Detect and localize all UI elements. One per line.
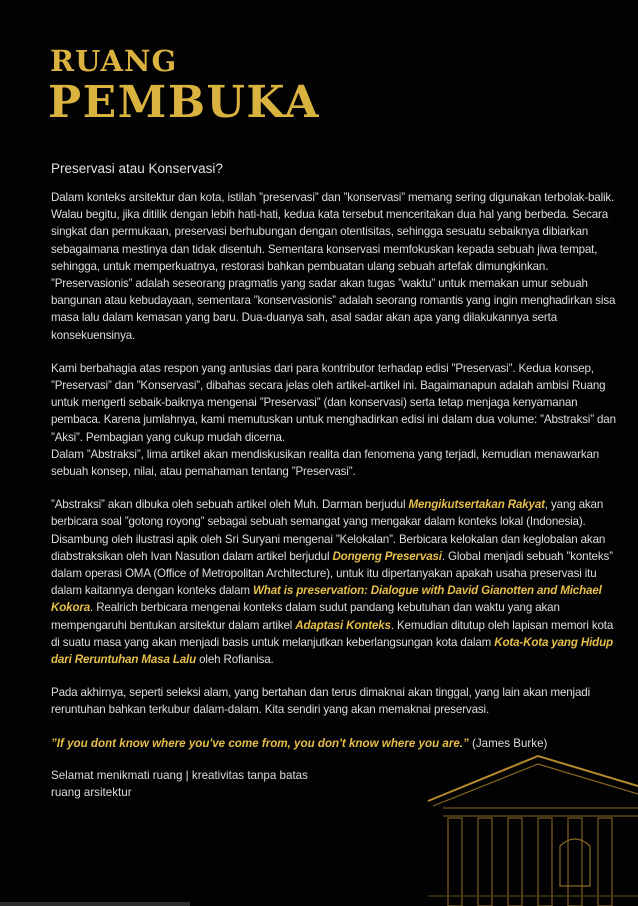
quote-text: ”If you dont know where you've come from, you don't know where you are.”: [51, 736, 469, 750]
article-title-what-is-preservation: What is preservation: Dialogue with David Gianotten and Michael Kokora: [51, 584, 602, 615]
article-body: [51, 160, 619, 801]
article-title-kota-kota: Kota-Kota yang Hidup dari Reruntuhan Masa Lalu: [51, 635, 613, 667]
paragraph-3-text-3: . Global menjadi sebuah ”konteks” dalam operasi OMA (Office of Metropolitan Architecture), untuk itu dipertanyakan apakah usaha preservasi itu dalam kaitannya dengan konteks dalam: [51, 549, 613, 598]
paragraph-3-text-6: oleh Rofianisa.: [196, 653, 274, 667]
quote-author: (James Burke): [468, 736, 548, 750]
paragraph-3-text-4: . Realrich berbicara mengenai konteks dalam sudut pandang kebutuhan dan waktu yang akan mempengaruhi bentukan arsitektur dalam artikel: [51, 601, 560, 632]
paragraph-3-text-1: ”Abstraksi” akan dibuka oleh sebuah artikel oleh Muh. Darman berjudul: [51, 498, 409, 512]
article-title-dongeng-preservasi: Dongeng Preservasi: [332, 549, 442, 563]
paragraph-2: [51, 360, 619, 480]
footer-strip: [0, 902, 190, 906]
article-title-mengikutsertakan-rakyat: Mengikutsertakan Rakyat: [408, 498, 545, 512]
article-title-adaptasi-konteks: Adaptasi Konteks: [295, 618, 391, 632]
paragraph-4: Pada akhirnya, seperti seleksi alam, yang bertahan dan terus dimaknai akan tinggal, yang lain akan menjadi reruntuhan bahkan terkubur dalam-dalam. Kita sendiri yang akan memaknai preservasi.: [51, 686, 591, 717]
paragraph-3-text-2: , yang akan berbicara soal ”gotong royong” sebagai sebuah semangat yang mengakar dalam konteks lokal (Indonesia). Disambung oleh ilustrasi apik oleh Sri Suryani mengenai ”Kelokalan”. Berbicara kelokalan dan keglobalan akan diabstraksikan oleh Ivan Nasution dalam artikel berjudul: [51, 498, 606, 563]
closing-line-2: ruang arsitektur: [51, 785, 132, 799]
paragraph-3-text-5: . Kemudian ditutup oleh lapisan memori kota di suatu masa yang akan menjadi basis untuk melanjutkan keberlangsungan kota dalam: [51, 618, 614, 649]
paragraph-2-part-b: Dalam ”Abstraksi”, lima artikel akan mendiskusikan realita dan fenomena yang terjadi, kemudian menawarkan sebuah konsep, nilai, atau pemahaman tentang ”Preservasi”.: [51, 447, 600, 479]
paragraph-1: Dalam konteks arsitektur dan kota, istilah ”preservasi” dan ”konservasi” memang sering digunakan terbolak-balik. Walau begitu, jika ditilik dengan lebih hati-hati, kedua kata tersebut menceritakan dua hal yang berbeda. Secara singkat dan permukaan, preservasi berhubungan dengan otentisitas, sehingga sesuatu sebaiknya dibiarkan sebagaimana mestinya dan tidak disentuh. Sementara konservasi memfokuskan kepada sebuah jiwa tempat, sehingga, untuk memperkuatnya, restorasi bahkan pembuatan ulang sebuah artefak dimungkinkan. ”Preservasionis” adalah seseorang pragmatis yang sadar akan tugas ”waktu” untuk memakan umur sebuah bangunan atau kebudayaan, sementara ”konservasionis” adalah seorang romantis yang ingin menghadirkan sisa masa lalu dalam kemasan yang baru. Dua-duanya sah, asal sadar akan apa yang dilakukannya serta konsekuensinya.: [51, 191, 616, 342]
section-title-pembuka: PEMBUKA: [48, 77, 320, 128]
paragraph-2-part-a: Kami berbahagia atas respon yang antusias dari para kontributor terhadap edisi ”Preservasi”. Kedua konsep, ”Preservasi” dan ”Konservasi”, dibahas secara jelas oleh artikel-artikel ini. Bagaimanapun adalah ambisi Ruang untuk mengerti sebaik-baiknya mengenai ”Preservasi” (dan konservasi) serta tetap menjaga kenyamanan pembaca. Karena jumlahnya, kami memutuskan untuk menghadirkan edisi ini dalam dua volume: ”Abstraksi” dan ”Aksi”. Pembagian yang cukup mudah dicerna.: [51, 361, 616, 444]
building-illustration: [388, 746, 638, 906]
paragraph-3: [51, 496, 619, 668]
article-subtitle: Preservasi atau Konservasi?: [51, 161, 223, 176]
section-title-ruang: RUANG: [50, 44, 178, 78]
closing-line-1: Selamat menikmati ruang | kreativitas tanpa batas: [51, 768, 308, 782]
